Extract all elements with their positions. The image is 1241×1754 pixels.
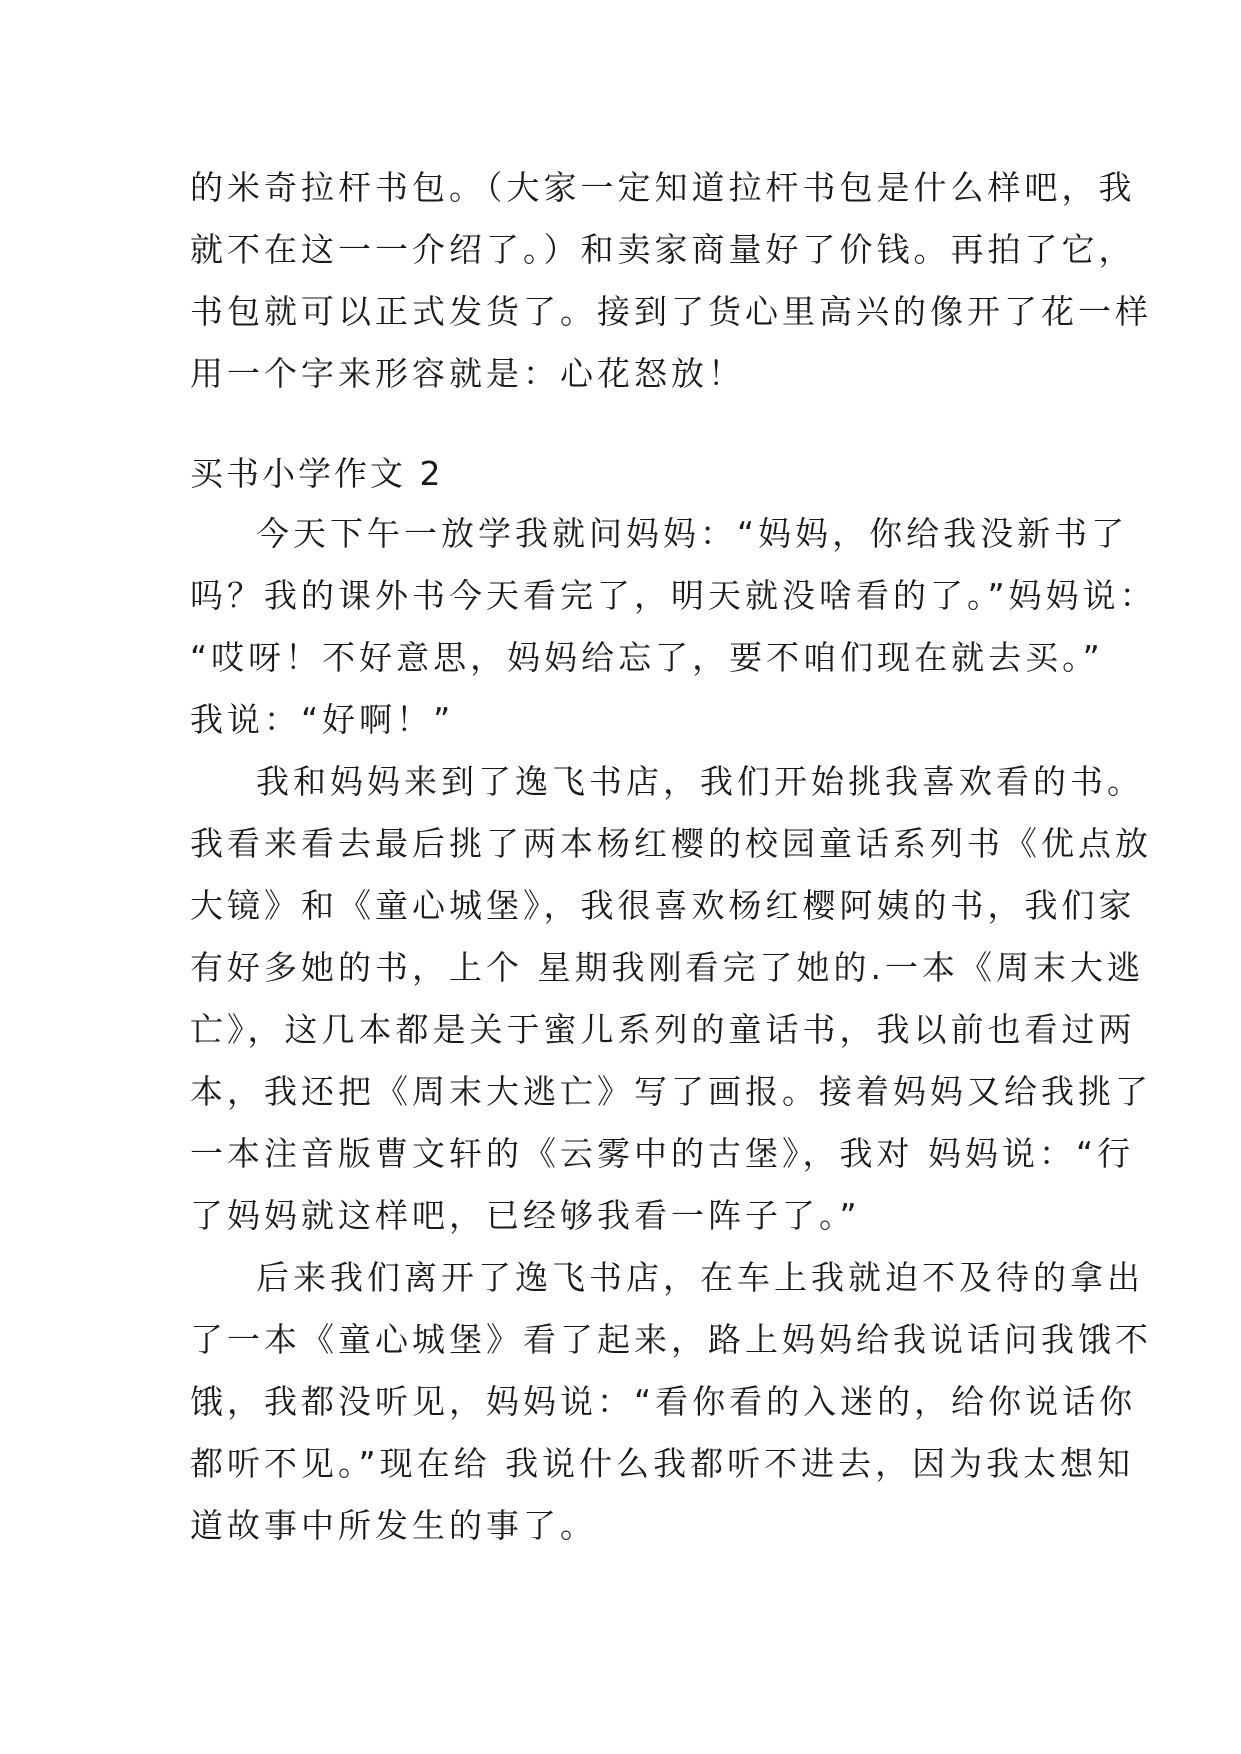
paragraph-line: 后来我们离开了逸飞书店，在车上我就迫不及待的拿出: [256, 1258, 1144, 1297]
paragraph-line: 今天下午一放学我就问妈妈：“妈妈，你给我没新书了: [256, 514, 1129, 553]
paragraph-line: “哎呀！不好意思，妈妈给忘了，要不咱们现在就去买。”: [190, 638, 1104, 677]
paragraph-line: 吗？我的课外书今天看完了，明天就没啥看的了。”妈妈说：: [190, 576, 1157, 615]
paragraph-line: 一本注音版曹文轩的《云雾中的古堡》，我对 妈妈说：“行: [190, 1134, 1135, 1173]
paragraph-line: 本，我还把《周末大逃亡》写了画报。接着妈妈又给我挑了: [190, 1072, 1152, 1111]
paragraph-line: 我说：“好啊！”: [190, 700, 455, 739]
paragraph-line: 大镜》和《童心城堡》，我很喜欢杨红樱阿姨的书，我们家: [190, 886, 1136, 925]
paragraph-line: 都听不见。”现在给 我说什么我都听不进去，因为我太想知: [190, 1444, 1135, 1483]
text-line: 就不在这一一介绍了。）和卖家商量好了价钱。再拍了它，: [190, 230, 1136, 269]
paragraph-line: 有好多她的书，上个 星期我刚看完了她的.一本《周末大逃: [190, 948, 1144, 987]
paragraph-line: 道故事中所发生的事了。: [190, 1506, 597, 1545]
text-line: 用一个字来形容就是：心花怒放！: [190, 354, 745, 393]
text-line: 的米奇拉杆书包。（大家一定知道拉杆书包是什么样吧，我: [190, 168, 1136, 207]
paragraph-line: 饿，我都没听见，妈妈说：“看你看的入迷的，给你说话你: [190, 1382, 1137, 1421]
paragraph-line: 我和妈妈来到了逸飞书店，我们开始挑我喜欢看的书。: [256, 762, 1144, 801]
text-line: 书包就可以正式发货了。接到了货心里高兴的像开了花一样: [190, 292, 1152, 331]
section-heading: 买书小学作文 2: [190, 454, 444, 493]
paragraph-line: 了一本《童心城堡》看了起来，路上妈妈给我说话问我饿不: [190, 1320, 1152, 1359]
paragraph-line: 了妈妈就这样吧，已经够我看一阵子了。”: [190, 1196, 861, 1235]
paragraph-line: 亡》，这几本都是关于蜜儿系列的童话书，我以前也看过两: [190, 1010, 1136, 1049]
paragraph-line: 我看来看去最后挑了两本杨红樱的校园童话系列书《优点放: [190, 824, 1152, 863]
